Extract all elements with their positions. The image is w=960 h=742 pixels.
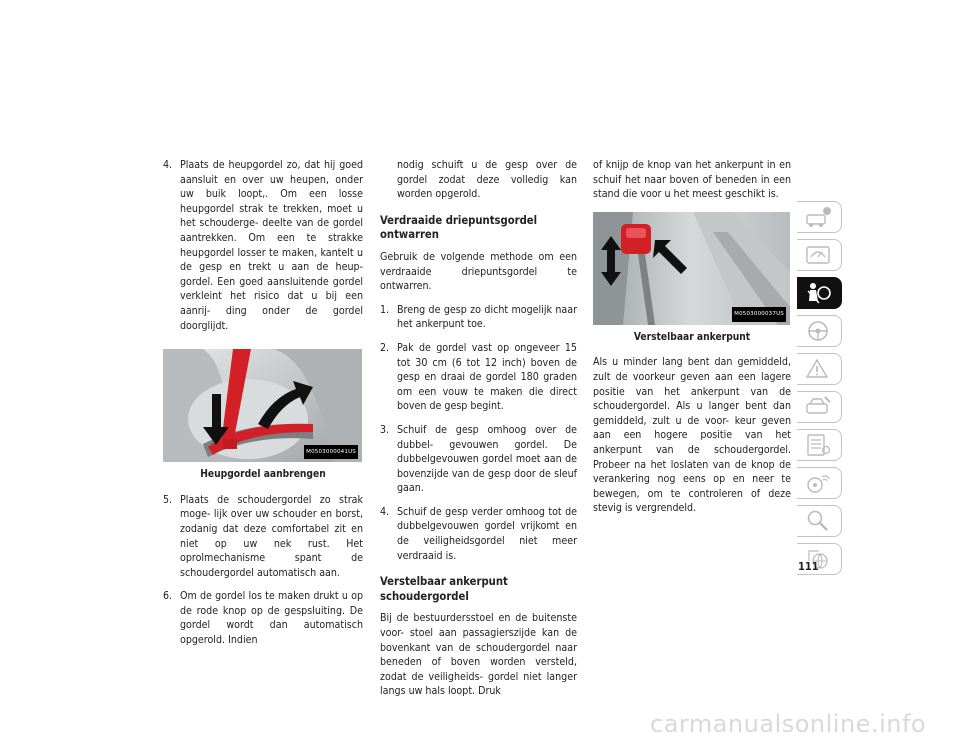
tab-emergency[interactable] (797, 353, 842, 385)
list-number: 3. (380, 423, 390, 436)
list-text: Schuif de gesp omhoog over de dubbel- gevouwen gordel. De dubbelgevouwen gordel moet aan de bovenzijde van de gesp door de sleuf gaan. (397, 423, 577, 495)
list-text: Plaats de schoudergordel zo strak moge- lijk over uw schouder en borst, zodanig dat deze comfortabel zit en niet op uw nek rust. Het oprolmechanisme spant de schoudergordel automatisch aan. (180, 493, 363, 579)
specs-list-icon (805, 433, 833, 457)
multimedia-icon (805, 471, 833, 495)
figure-caption: Verstelbaar ankerpunt (633, 331, 751, 343)
search-index-icon (805, 509, 833, 533)
watermark: carmanualsonline.info (650, 710, 927, 738)
list-item (380, 303, 577, 332)
column-left (163, 158, 363, 657)
list-number: 1. (380, 303, 390, 316)
column-middle (380, 158, 577, 708)
list-number: 4. (163, 159, 173, 171)
continued-text: nodig schuift u de gesp over de gordel zodat deze volledig kan worden opgerold. (397, 159, 577, 201)
tab-safety[interactable] (797, 277, 842, 309)
list-text: Pak de gordel vast op ongeveer 15 tot 30 cm (6 tot 12 inch) boven de gesp en draai de gordel 180 graden om een vouw te maken die direct boven de gesp begint. (397, 341, 577, 413)
list-number: 2. (380, 341, 390, 354)
list-text: Om de gordel los te maken drukt u op de rode knop op de gespsluiting. De gordel wordt dan automatisch opgerold. Indien (180, 590, 363, 647)
list-text: Schuif de gesp verder omhoog tot de dubbelgevouwen gordel vrijkomt en de veiligheidsgordel niet meer verdraaid is. (397, 505, 577, 562)
list-number: 4. (380, 505, 390, 518)
tab-car-info[interactable] (797, 201, 842, 233)
warning-car-icon (805, 357, 833, 381)
list-text: Breng de gesp zo dicht mogelijk naar het ankerpunt toe. (397, 303, 577, 331)
list-number: 5. (163, 493, 173, 506)
list-item (380, 423, 577, 496)
car-info-icon (805, 205, 833, 229)
intro-paragraph: Gebruik de volgende methode om een verdraaide driepuntsgordel te ontwarren. (380, 250, 577, 293)
anchor-advice-paragraph: Als u minder lang bent dan gemiddeld, zult de voorkeur geven aan een lagere positie van het ankerpunt van de schoudergordel. Als u langer bent dan gemiddeld, zult u de voor- keur geven aan een hogere positie van het ankerpunt van de schoudergordel. Probeer na het loslaten van de knop de verankering nog eens op en neer te bewegen, om te controleren of deze stevig is vergrendeld. (593, 356, 791, 515)
chapter-tabs (797, 201, 841, 581)
service-car-icon (805, 395, 833, 419)
list-item (380, 505, 577, 563)
figure-lap-belt (163, 349, 362, 462)
figure-caption: Heupgordel aanbrengen (200, 469, 326, 481)
section-heading-untwist: Verdraaide driepuntsgordel ontwarren (380, 213, 538, 242)
figure-code: M0503000041US (304, 445, 358, 460)
list-item-4 (163, 158, 363, 333)
list-item-6 (163, 589, 363, 647)
airbag-safety-icon (805, 281, 833, 305)
section-heading-anchor: Verstelbaar ankerpunt schoudergordel (380, 575, 508, 603)
tab-service[interactable] (797, 391, 842, 423)
list-item (380, 341, 577, 414)
tab-specs[interactable] (797, 429, 842, 461)
tab-dashboard[interactable] (797, 239, 842, 271)
list-item-5 (163, 493, 363, 581)
list-number: 6. (163, 590, 173, 603)
dashboard-icon (805, 243, 833, 267)
steering-wheel-icon (805, 319, 833, 343)
tab-multimedia[interactable] (797, 467, 842, 499)
page-number: 111 (798, 560, 819, 573)
figure-adjustable-anchor (593, 212, 790, 325)
list-text: Plaats de heupgordel zo, dat hij goed aansluit en over uw heupen, onder uw buik loopt,. Om een losse heupgordel strak te trekken, moet u het schouderge- deelte van de gordel aantrekken. Om een te strakke heupgordel losser te maken, kantelt u de gesp en trekt u aan de heup- gordel. Een goed aansluitende gordel verkleint het risico dat u bij een aanrij- ding onder de gordel doorglijdt. (180, 159, 363, 332)
anchor-paragraph: Bij de bestuurdersstoel en de buitenste voor- stoel aan passagierszijde kan de bovenkant van de schoudergordel naar beneden of boven worden versteld, zodat de veiligheids- gordel niet langer langs uw hals loopt. Druk (380, 612, 577, 698)
column-right (593, 158, 791, 525)
tab-driving[interactable] (797, 315, 842, 347)
anchor-paragraph-continued: of knijp de knop van het ankerpunt in en schuif het naar boven of beneden in een stand die voor u het meest geschikt is. (593, 159, 791, 201)
figure-code: M0503000037US (732, 307, 786, 322)
tab-index[interactable] (797, 505, 842, 537)
